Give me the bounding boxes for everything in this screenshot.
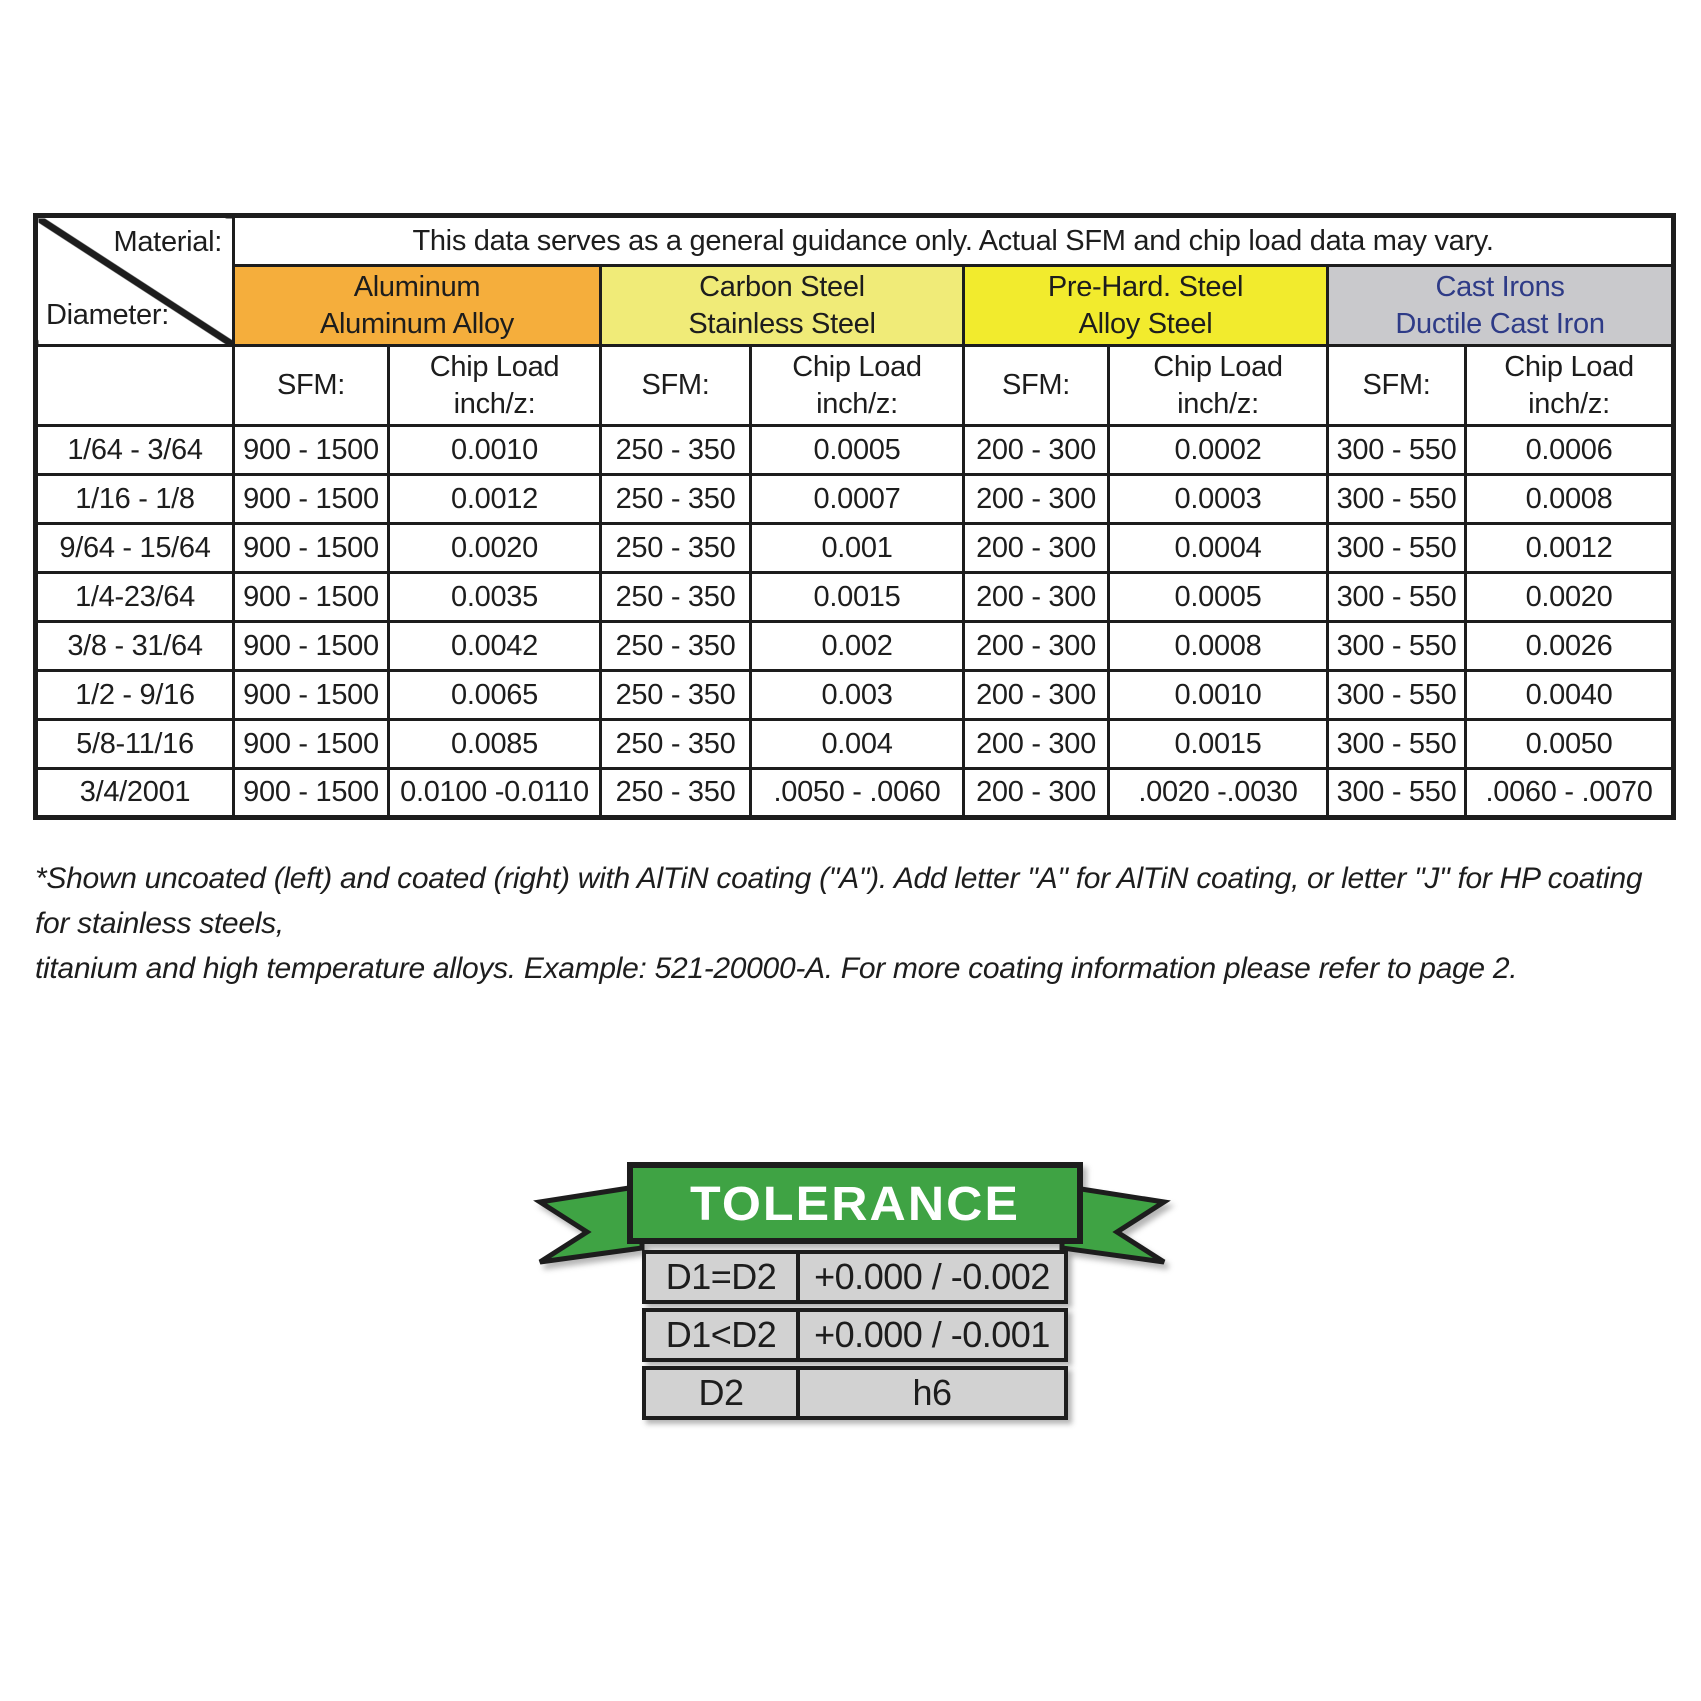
footnote-line2: titanium and high temperature alloys. Example: 521-20000-A. For more coating information please refer to page 2.	[35, 952, 1518, 985]
material-group-line2: Ductile Cast Iron	[1395, 307, 1605, 340]
material-group-cast-irons	[1328, 266, 1674, 346]
tolerance-value: +0.000 / -0.002	[798, 1250, 1068, 1304]
sfm-cell: 900 - 1500	[234, 573, 389, 622]
diameter-cell: 1/64 - 3/64	[36, 426, 234, 475]
chipload-cell: 0.0007	[751, 475, 964, 524]
chipload-cell: 0.0015	[1109, 720, 1328, 769]
sfm-cell: 250 - 350	[601, 769, 751, 818]
chipload-cell: 0.0008	[1109, 622, 1328, 671]
chipload-cell: 0.0100 -0.0110	[389, 769, 601, 818]
corner-cell	[36, 216, 234, 346]
tolerance-table	[642, 1250, 1068, 1420]
material-group-line2: Alloy Steel	[1078, 307, 1213, 340]
diameter-cell: 3/8 - 31/64	[36, 622, 234, 671]
sfm-header: SFM:	[601, 346, 751, 426]
material-label: Material:	[113, 226, 222, 258]
chipload-cell: 0.002	[751, 622, 964, 671]
chipload-cell: 0.003	[751, 671, 964, 720]
tolerance-title: TOLERANCE	[690, 1178, 1020, 1231]
chipload-cell: 0.0085	[389, 720, 601, 769]
sfm-cell: 900 - 1500	[234, 622, 389, 671]
sfm-cell: 250 - 350	[601, 671, 751, 720]
chipload-header-line1: Chip Load	[429, 351, 560, 384]
sfm-cell: 250 - 350	[601, 475, 751, 524]
material-group-line2: Aluminum Alloy	[319, 307, 515, 340]
material-group-line1: Cast Irons	[1435, 271, 1565, 304]
tolerance-row	[642, 1308, 1068, 1362]
chipload-cell: 0.0042	[389, 622, 601, 671]
chipload-cell: 0.0010	[389, 426, 601, 475]
chipload-cell: 0.0003	[1109, 475, 1328, 524]
chipload-cell: 0.0020	[389, 524, 601, 573]
tolerance-value: h6	[798, 1366, 1068, 1420]
diameter-cell: 5/8-11/16	[36, 720, 234, 769]
sfm-header: SFM:	[964, 346, 1109, 426]
chipload-header-line1: Chip Load	[1504, 351, 1634, 384]
chipload-header-line2: inch/z:	[816, 387, 898, 420]
material-group-aluminum	[234, 266, 601, 346]
chipload-header	[751, 346, 964, 426]
tolerance-row	[642, 1250, 1068, 1304]
diameter-cell: 1/2 - 9/16	[36, 671, 234, 720]
chipload-cell: 0.0006	[1466, 426, 1674, 475]
sfm-cell: 250 - 350	[601, 622, 751, 671]
sfm-cell: 300 - 550	[1328, 671, 1466, 720]
sfm-cell: 300 - 550	[1328, 720, 1466, 769]
material-group-line1: Aluminum	[353, 271, 481, 304]
tolerance-value: +0.000 / -0.001	[798, 1308, 1068, 1362]
table-row	[36, 573, 1674, 622]
diameter-cell: 1/4-23/64	[36, 573, 234, 622]
material-group-line1: Carbon Steel	[699, 271, 865, 304]
chipload-cell: .0050 - .0060	[751, 769, 964, 818]
chipload-header	[1109, 346, 1328, 426]
chipload-header-line2: inch/z:	[1528, 387, 1610, 420]
diameter-cell: 1/16 - 1/8	[36, 475, 234, 524]
guidance-text: This data serves as a general guidance only. Actual SFM and chip load data may vary.	[234, 216, 1674, 266]
sfm-cell: 250 - 350	[601, 720, 751, 769]
chipload-cell: 0.001	[751, 524, 964, 573]
chipload-header-line2: inch/z:	[1177, 387, 1259, 420]
sfm-cell: 300 - 550	[1328, 769, 1466, 818]
chipload-cell: 0.0008	[1466, 475, 1674, 524]
tolerance-condition: D1<D2	[642, 1308, 798, 1362]
chipload-cell: .0020 -.0030	[1109, 769, 1328, 818]
chipload-header	[389, 346, 601, 426]
sfm-cell: 900 - 1500	[234, 720, 389, 769]
tolerance-row	[642, 1366, 1068, 1420]
sfm-cell: 200 - 300	[964, 622, 1109, 671]
sfm-cell: 250 - 350	[601, 426, 751, 475]
footnote-line1: *Shown uncoated (left) and coated (right) with AlTiN coating ("A"). Add letter "A" for AlTiN coating, or letter "J" for HP coating for stainless steels,	[35, 862, 1643, 940]
chipload-header-line2: inch/z:	[453, 387, 536, 420]
sfm-cell: 300 - 550	[1328, 475, 1466, 524]
sfm-cell: 250 - 350	[601, 573, 751, 622]
sfm-cell: 300 - 550	[1328, 426, 1466, 475]
sfm-header: SFM:	[234, 346, 389, 426]
chipload-cell: 0.004	[751, 720, 964, 769]
chipload-cell: 0.0012	[1466, 524, 1674, 573]
chipload-cell: 0.0065	[389, 671, 601, 720]
ribbon-tail-left-icon	[540, 1186, 642, 1262]
chipload-cell: 0.0005	[1109, 573, 1328, 622]
sfm-cell: 200 - 300	[964, 524, 1109, 573]
sfm-cell: 200 - 300	[964, 720, 1109, 769]
table-row	[36, 475, 1674, 524]
diameter-cell: 3/4/2001	[36, 769, 234, 818]
chipload-header-line1: Chip Load	[792, 351, 922, 384]
chipload-header	[1466, 346, 1674, 426]
table-row	[36, 671, 1674, 720]
chipload-header-line1: Chip Load	[1153, 351, 1283, 384]
chipload-cell: 0.0050	[1466, 720, 1674, 769]
sfm-cell: 900 - 1500	[234, 475, 389, 524]
column-header-row	[36, 346, 1674, 426]
material-group-line2: Stainless Steel	[688, 307, 876, 340]
material-group-prehard-steel	[964, 266, 1328, 346]
chipload-cell: .0060 - .0070	[1466, 769, 1674, 818]
coating-footnote	[35, 856, 1675, 991]
chipload-cell: 0.0020	[1466, 573, 1674, 622]
chipload-cell: 0.0010	[1109, 671, 1328, 720]
tolerance-condition: D2	[642, 1366, 798, 1420]
chipload-cell: 0.0015	[751, 573, 964, 622]
guidance-row	[36, 216, 1674, 266]
tolerance-condition: D1=D2	[642, 1250, 798, 1304]
sfm-cell: 200 - 300	[964, 426, 1109, 475]
table-row	[36, 720, 1674, 769]
sfm-cell: 300 - 550	[1328, 622, 1466, 671]
empty-cell	[36, 346, 234, 426]
table-row	[36, 622, 1674, 671]
diameter-cell: 9/64 - 15/64	[36, 524, 234, 573]
sfm-cell: 200 - 300	[964, 769, 1109, 818]
table-row	[36, 426, 1674, 475]
chipload-cell: 0.0040	[1466, 671, 1674, 720]
sfm-cell: 900 - 1500	[234, 524, 389, 573]
chipload-cell: 0.0004	[1109, 524, 1328, 573]
sfm-cell: 900 - 1500	[234, 426, 389, 475]
sfm-cell: 300 - 550	[1328, 524, 1466, 573]
chipload-cell: 0.0012	[389, 475, 601, 524]
machining-data-table	[33, 213, 1676, 820]
diameter-label: Diameter:	[46, 299, 169, 331]
sfm-cell: 200 - 300	[964, 475, 1109, 524]
chipload-cell: 0.0002	[1109, 426, 1328, 475]
sfm-cell: 200 - 300	[964, 671, 1109, 720]
sfm-cell: 250 - 350	[601, 524, 751, 573]
sfm-header: SFM:	[1328, 346, 1466, 426]
chipload-cell: 0.0035	[389, 573, 601, 622]
sfm-cell: 200 - 300	[964, 573, 1109, 622]
table-row	[36, 769, 1674, 818]
material-group-carbon-steel	[601, 266, 964, 346]
table-row	[36, 524, 1674, 573]
material-header-row	[36, 266, 1674, 346]
sfm-cell: 300 - 550	[1328, 573, 1466, 622]
chipload-cell: 0.0026	[1466, 622, 1674, 671]
material-group-line1: Pre-Hard. Steel	[1047, 271, 1244, 304]
chipload-cell: 0.0005	[751, 426, 964, 475]
sfm-cell: 900 - 1500	[234, 769, 389, 818]
sfm-cell: 900 - 1500	[234, 671, 389, 720]
